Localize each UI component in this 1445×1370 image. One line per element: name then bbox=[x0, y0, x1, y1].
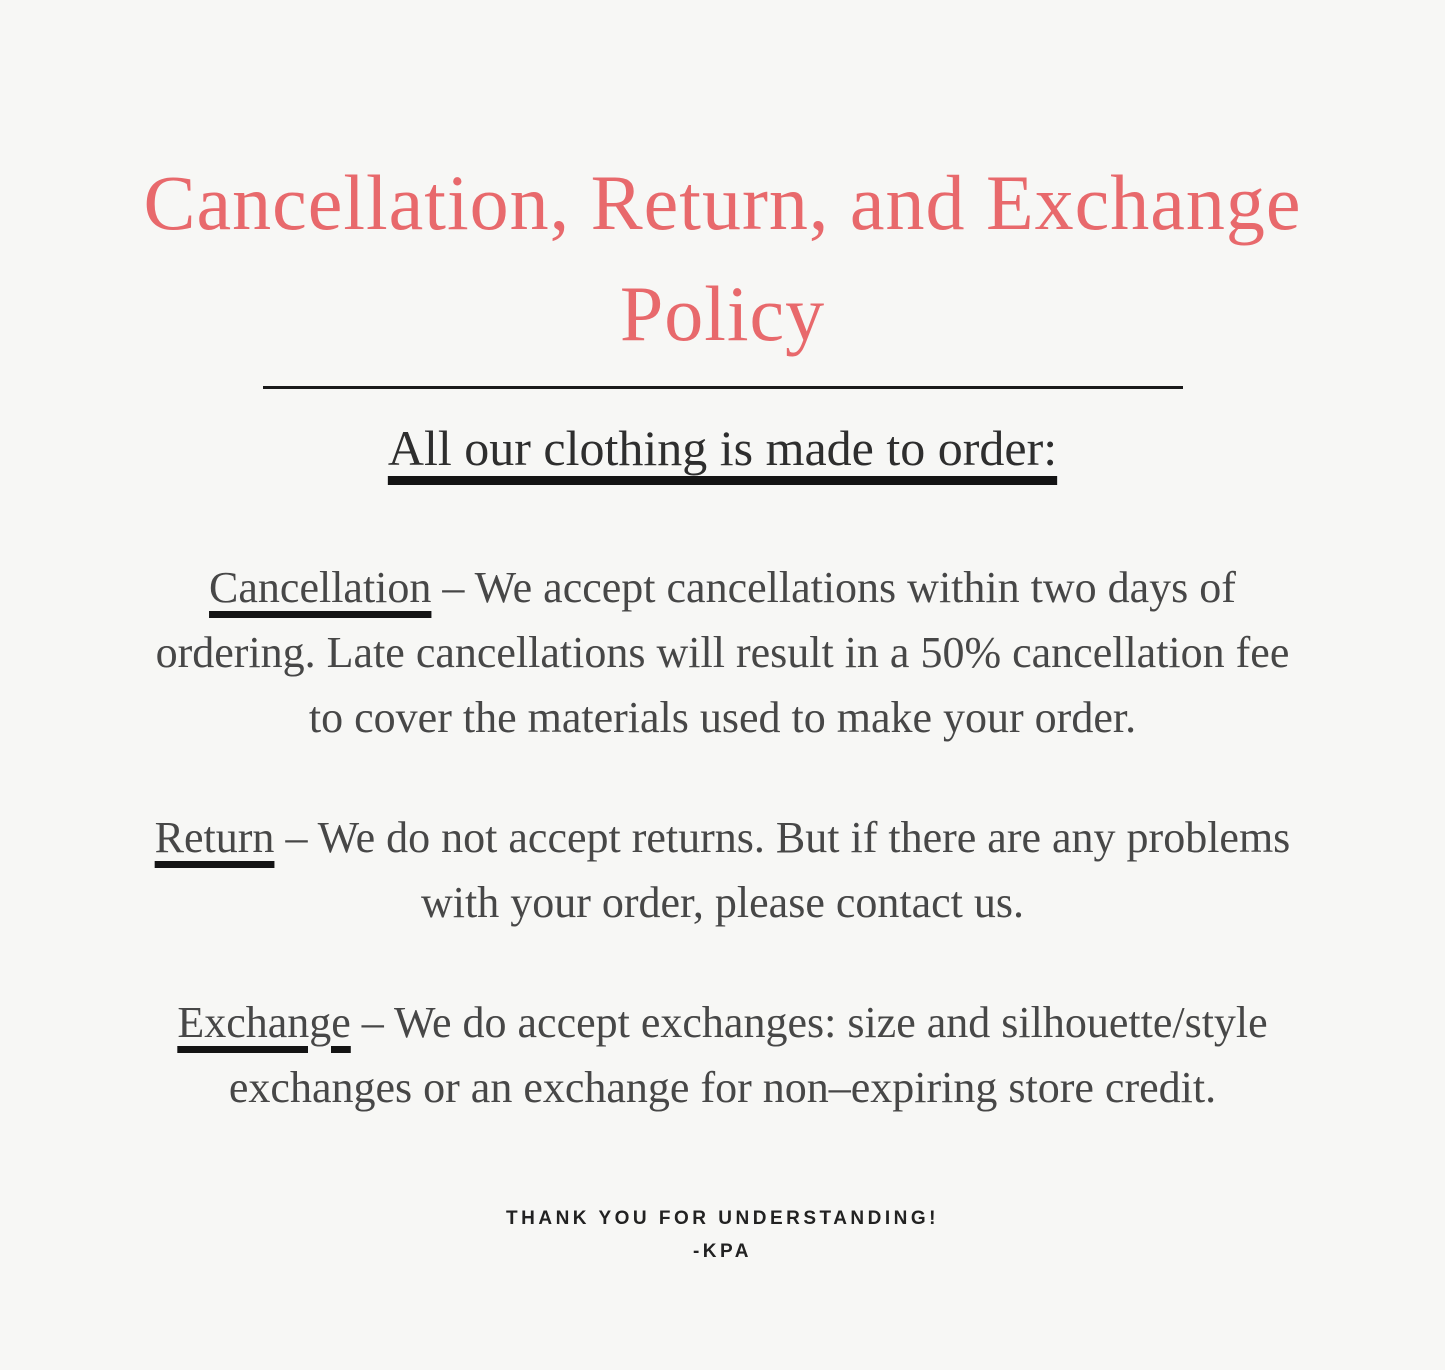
policy-section-cancellation bbox=[0, 555, 1445, 750]
policy-line bbox=[0, 805, 1445, 870]
footer-signature: -KPA bbox=[692, 1240, 753, 1262]
policy-heading-return: Return bbox=[154, 812, 275, 862]
policy-line: to cover the materials used to make your order. bbox=[308, 692, 1137, 742]
subtitle-text: All our clothing is made to order: bbox=[387, 419, 1058, 476]
policy-text: – We do not accept returns. But if there are any problems bbox=[274, 812, 1291, 862]
title-separator-line bbox=[263, 386, 1183, 389]
policy-line: exchanges or an exchange for non–expiring store credit. bbox=[228, 1062, 1217, 1112]
footer bbox=[0, 1202, 1445, 1268]
page-title bbox=[0, 0, 1445, 370]
policy-line: with your order, please contact us. bbox=[420, 877, 1025, 927]
subtitle bbox=[0, 413, 1445, 483]
policy-text: – We do accept exchanges: size and silhouette/style bbox=[350, 997, 1268, 1047]
policy-section-return bbox=[0, 805, 1445, 935]
policy-text: – We accept cancellations within two days of bbox=[431, 562, 1236, 612]
footer-thanks-text: THANK YOU FOR UNDERSTANDING! bbox=[506, 1207, 939, 1229]
policy-heading-exchange: Exchange bbox=[177, 997, 351, 1047]
policy-line: ordering. Late cancellations will result in a 50% cancellation fee bbox=[155, 627, 1290, 677]
policy-heading-cancellation: Cancellation bbox=[209, 562, 432, 612]
policy-section-exchange bbox=[0, 990, 1445, 1120]
policy-line bbox=[0, 555, 1445, 620]
policy-line bbox=[0, 990, 1445, 1055]
page-title-line-1: Cancellation, Return, and Exchange bbox=[143, 159, 1302, 246]
page-title-line-2: Policy bbox=[619, 269, 826, 357]
